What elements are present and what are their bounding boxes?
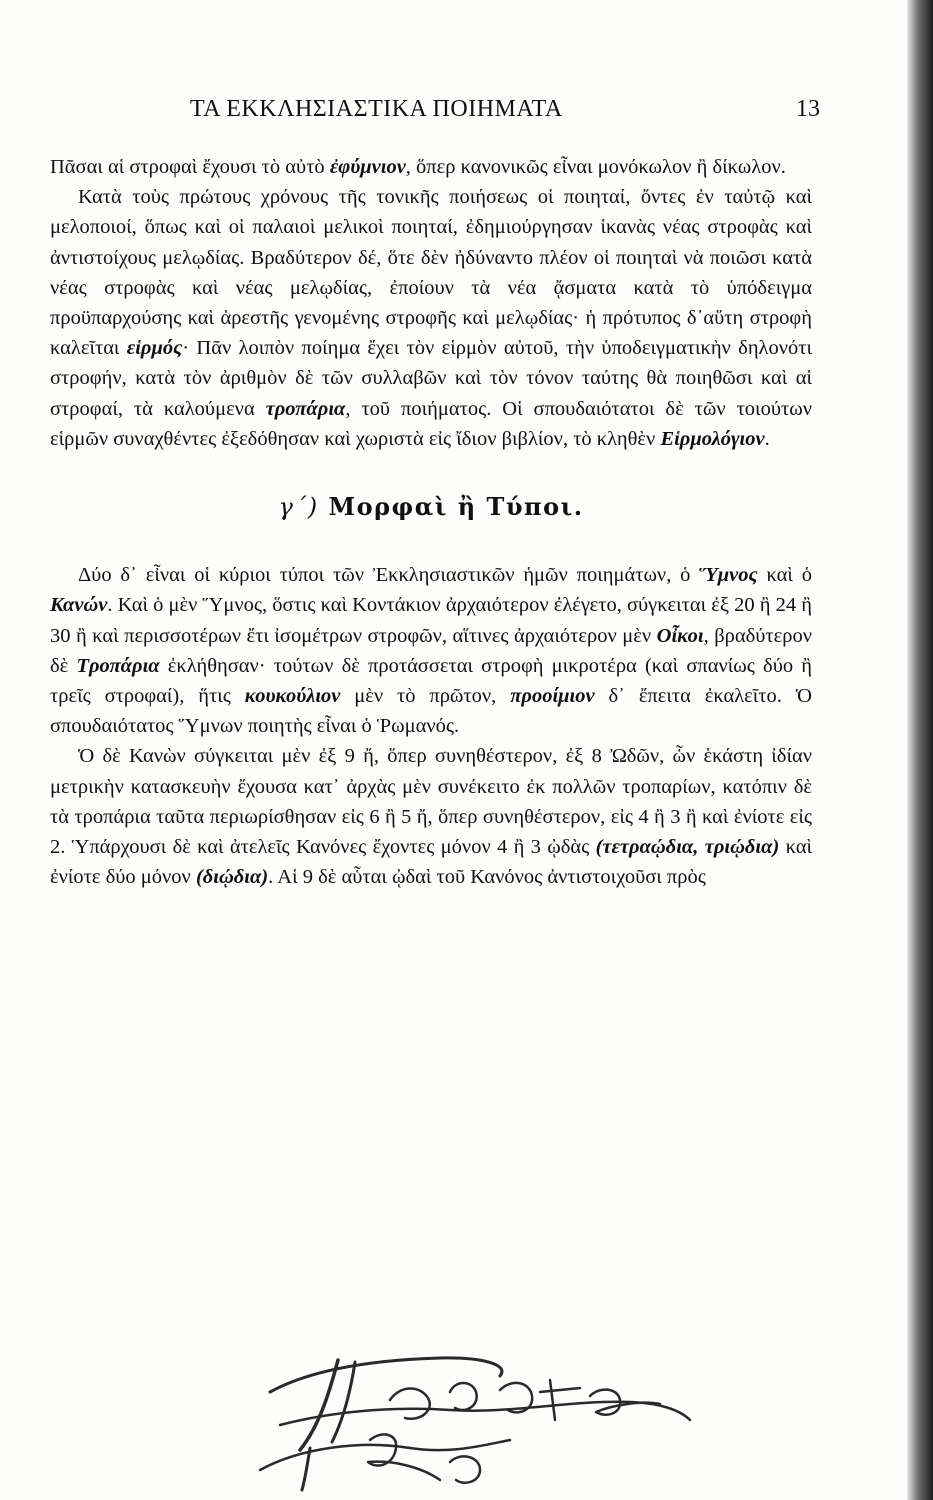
term-troparia: τροπάρια bbox=[265, 397, 346, 420]
section-heading bbox=[50, 492, 812, 522]
running-title: ΤΑ ΕΚΚΛΗΣΙΑΣΤΙΚΑ ΠΟΙΗΜΑΤΑ bbox=[190, 96, 563, 122]
section-label: γ΄) bbox=[278, 493, 319, 522]
text-run: . bbox=[764, 427, 770, 450]
term-tetraodia: (τετραῴδια, τριῴδια) bbox=[595, 836, 780, 859]
term-oikoi: Οἶκοι bbox=[656, 624, 704, 647]
term-kanon: Κανών bbox=[50, 594, 108, 617]
text-run: δ᾽ ἔπειτα ἐκαλεῖτο. Ὁ σπουδαιότατος Ὕμνων ποιητὴς εἶναι ὁ Ῥωμανός. bbox=[50, 685, 813, 738]
signature-strokes bbox=[260, 1358, 690, 1490]
term-koukoulion: κουκούλιον bbox=[244, 685, 341, 708]
body-text bbox=[50, 152, 812, 892]
text-run: . Καὶ ὁ μὲν Ὕμνος, ὅστις καὶ Κοντάκιον ἀρχαιότερον ἐλέγετο, σύγκειται ἐξ 20 ἢ 24 ἢ 30 ἢ καὶ περισσοτέρων ἔτι ἰσομέτρων στροφῶν, αἵτινες ἀρχαιότερον μὲν bbox=[50, 594, 812, 647]
text-run: , τοῦ ποιήματος. Οἱ σπουδαιότατοι δὲ τῶν τοιούτων εἱρμῶν συναχθέντες ἐξεδόθησαν καὶ χωριστὰ εἰς ἴδιον βιβλίον, τὸ κληθὲν bbox=[50, 397, 812, 450]
page-number: 13 bbox=[796, 96, 820, 122]
text-run: Δύο δ᾽ εἶναι οἱ κύριοι τύποι τῶν Ἐκκλησιαστικῶν ἡμῶν ποιημάτων, ὁ bbox=[78, 564, 700, 587]
paragraph-hymn bbox=[50, 560, 812, 741]
term-troparia-2: Τροπάρια bbox=[76, 654, 160, 677]
text-run: · Πᾶν λοιπὸν ποίημα ἔχει τὸν εἱρμὸν αὐτοῦ, τὴν ὑποδειγματικὴν δηλονότι στροφήν, κατὰ τὸν ἀριθμὸν δὲ τῶν συλλαβῶν καὶ τὸν τόνον ταύτης θὰ ποιηθῶσι καὶ αἱ στροφαί, τὰ καλούμενα bbox=[50, 337, 812, 420]
term-heirmos: εἱρμός bbox=[126, 337, 183, 360]
paragraph-canon bbox=[50, 741, 812, 892]
text-run: ἐκλήθησαν· τούτων δὲ προτάσσεται στροφὴ μικροτέρα (καὶ σπανίως δύο ἢ τρεῖς στροφαί), ἥτις bbox=[50, 654, 812, 708]
page-header bbox=[50, 96, 820, 136]
text-run: Ὁ δὲ Κανὼν σύγκειται μὲν ἐξ 9 ἤ, ὅπερ συνηθέστερον, ἐξ 8 Ὠδῶν, ὧν ἑκάστη ἰδίαν μετρικὴν κατασκευὴν ἔχουσα κατ᾽ ἀρχὰς μὲν συνέκειτο ἐκ πολλῶν τροπαρίων, κατόπιν δὲ τὰ τροπάρια ταῦτα περιωρίσθησαν εἰς 6 ἢ 5 ἤ, ὅπερ συνηθέστερον, εἰς 4 ἢ 3 ἢ καὶ ἐνίοτε εἰς 2. Ὑπάρχουσι δὲ καὶ ἀτελεῖς Κανόνες ἔχοντες μόνον 4 ἢ 3 ᾠδὰς bbox=[50, 745, 812, 859]
text-run: μὲν τὸ πρῶτον, bbox=[340, 685, 511, 708]
section-title: Μορφαὶ ἢ Τύποι. bbox=[328, 492, 584, 522]
text-run: καὶ ἐνίοτε δύο μόνον bbox=[50, 836, 813, 889]
text-run: Πᾶσαι αἱ στροφαὶ ἔχουσι τὸ αὐτὸ bbox=[50, 156, 330, 178]
text-run: Κατὰ τοὺς πρώτους χρόνους τῆς τονικῆς ποιήσεως οἱ ποιηταί, ὄντες ἐν ταὐτῷ καὶ μελοποιοί, ὅπως καὶ οἱ παλαιοὶ μελικοὶ ποιηταί, ἐδημιούργησαν ἱκανὰς νέας στροφὰς καὶ ἀντιστοίχους μελῳδίας. Βραδύτερον δέ, ὅτε δὲν ἠδύναντο πλέον οἱ ποιηταὶ νὰ ποιῶσι κατὰ νέας στροφὰς καὶ νέας μελῳδίας, ἐποίουν τὰ νέα ᾄσματα κατὰ τὸ ὑπόδειγμα προϋπαρχούσης καὶ ἀρεστῆς γενομένης στροφῆς καὶ μελῳδίας· ἡ πρότυπος δ᾽αὕτη στροφὴ καλεῖται bbox=[50, 186, 812, 360]
term-hymnos: Ὕμνος bbox=[699, 564, 758, 587]
text-run: καὶ ὁ bbox=[757, 564, 812, 587]
text-run: . Αἱ 9 δὲ αὗται ᾠδαὶ τοῦ Κανόνος ἀντιστοιχοῦσι πρὸς bbox=[268, 866, 706, 889]
page-edge-shadow bbox=[907, 0, 933, 1500]
handwritten-signature bbox=[250, 1330, 710, 1500]
term-diodia: (διῴδια) bbox=[195, 866, 269, 889]
term-prooimion: προοίμιον bbox=[510, 685, 595, 708]
paragraph-heirmos bbox=[50, 182, 812, 454]
term-efymnion: ἐφύμνιον bbox=[329, 156, 406, 178]
text-run: , βραδύτερον δὲ bbox=[50, 624, 812, 677]
text-run: , ὅπερ κανονικῶς εἶναι μονόκωλον ἢ δίκωλον. bbox=[405, 156, 786, 178]
term-heirmologion: Εἱρμολόγιον bbox=[660, 427, 765, 450]
paragraph-refrain bbox=[50, 152, 812, 182]
